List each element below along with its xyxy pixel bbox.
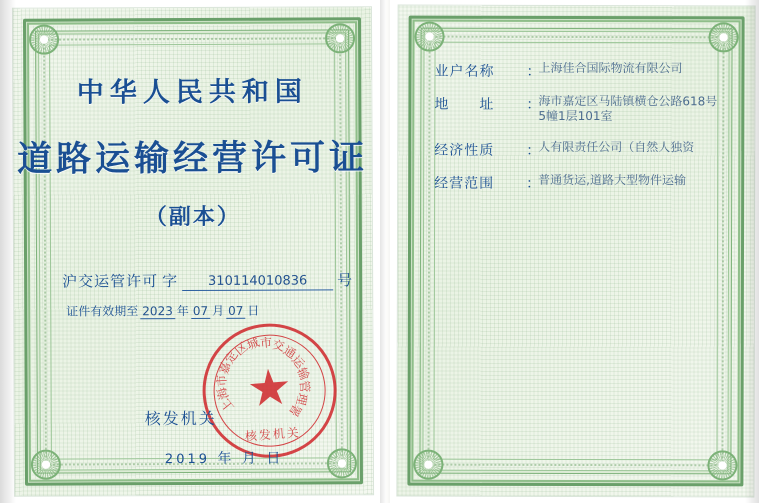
field-value-business-name: 上海佳合国际物流有限公司 <box>538 60 683 76</box>
seal-arc-char: 定 <box>222 348 241 367</box>
seal-arc-char: 交 <box>271 337 287 354</box>
seal-arc-char: 海 <box>214 385 232 402</box>
field-value-business-scope: 普通货运,道路大型物件运输 <box>538 172 687 188</box>
seal-arc-char: 运 <box>288 352 308 372</box>
issue-date-day-unit: 日 <box>266 450 284 467</box>
left-page-content <box>13 7 373 496</box>
validity-month: 07 <box>191 304 210 319</box>
validity-day: 07 <box>226 304 245 319</box>
seal-arc-char: 市 <box>259 335 273 351</box>
validity-day-unit: 日 <box>247 303 260 318</box>
issue-date-year: 2019 <box>164 451 211 468</box>
field-value-address: 海市嘉定区马陆镇横仓公路618号5幢1层101室 <box>538 93 718 124</box>
seal-arc-char: 管 <box>296 379 312 394</box>
validity-year-unit: 年 <box>176 304 189 319</box>
seal-arc-char: 理 <box>293 391 310 407</box>
field-colon-business-scope: ： <box>526 175 541 192</box>
seal-arc-char: 上 <box>218 396 237 415</box>
certificate-right-page <box>390 0 759 503</box>
certificate-title: 道路运输经营许可证 <box>16 137 369 180</box>
validity-label: 证件有效期至 <box>66 304 139 319</box>
issuer-label: 核发机关 <box>144 408 217 429</box>
field-colon-economic-nature: ： <box>526 142 541 159</box>
field-label-economic-nature: 经济性质 <box>434 142 495 159</box>
left-page-paper <box>13 7 373 496</box>
validity-month-unit: 月 <box>212 303 225 318</box>
field-value-economic-nature: 人有限责任公司（自然人独资 <box>538 139 695 155</box>
field-label-address: 地 址 <box>434 96 495 113</box>
license-prefix: 沪交运管许可 <box>62 272 159 291</box>
validity-year: 2023 <box>140 304 175 319</box>
seal-arc-char: 城 <box>245 335 262 353</box>
right-page-content <box>397 6 754 497</box>
field-economic-nature <box>434 140 724 161</box>
issue-date-row <box>165 448 284 469</box>
license-number: 310114010836 <box>182 273 333 291</box>
field-label-business-scope: 经营范围 <box>434 175 495 192</box>
seal-bottom-text: 核发机关 <box>244 425 302 444</box>
field-colon-address: ： <box>526 96 541 113</box>
validity-row <box>66 301 352 319</box>
field-label-business-name: 业户名称 <box>434 63 495 80</box>
right-page-paper <box>397 6 754 497</box>
seal-arc-char: 输 <box>294 365 313 383</box>
certificate-copy-label: （副本） <box>144 203 241 231</box>
license-zi: 字 <box>162 272 179 291</box>
country-title: 中华人民共和国 <box>76 76 308 109</box>
seal-arc-char: 署 <box>286 401 305 419</box>
field-colon-business-name: ： <box>526 63 541 80</box>
seal-arc-char: 市 <box>214 374 230 388</box>
left-edge-shadow <box>0 0 16 503</box>
official-seal <box>198 319 342 463</box>
license-hao: 号 <box>337 271 353 290</box>
issue-date-year-unit: 年 <box>217 450 235 467</box>
field-business-name <box>434 61 724 82</box>
right-edge-shadow <box>745 0 759 503</box>
field-business-scope <box>434 173 724 194</box>
field-address <box>434 94 724 125</box>
seal-arc-char: 嘉 <box>216 360 234 376</box>
issue-date-month-unit: 月 <box>241 450 259 467</box>
license-number-row <box>62 269 352 291</box>
seal-arc-char: 区 <box>232 339 251 359</box>
seal-arc-char: 通 <box>280 343 299 362</box>
